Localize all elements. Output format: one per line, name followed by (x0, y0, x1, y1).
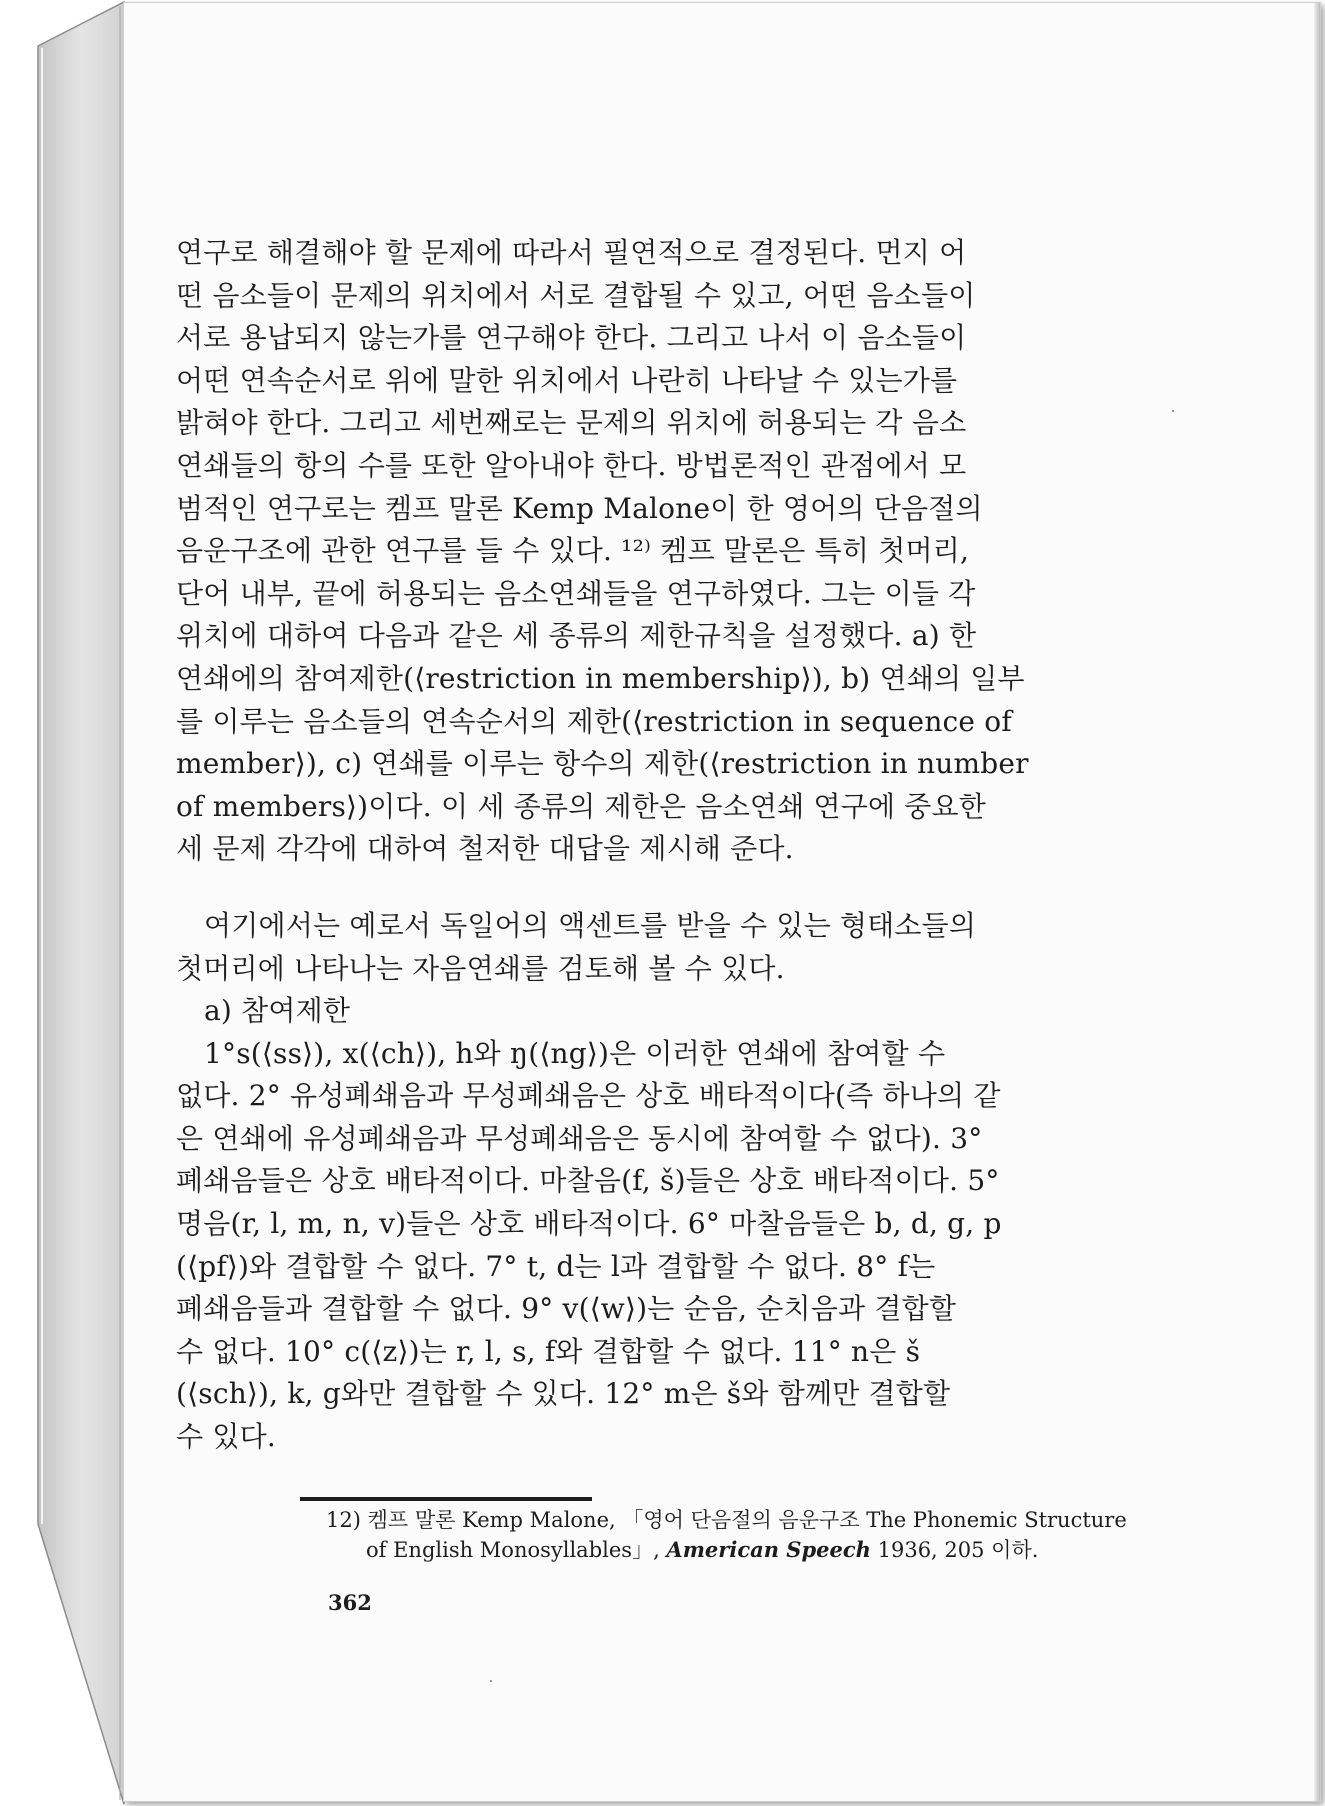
text-line: 범적인 연구로는 켐프 말론 Kemp Malone이 한 영어의 단음절의 (176, 491, 983, 525)
text-line: 은 연쇄에 유성폐쇄음과 무성폐쇄음은 동시에 참여할 수 없다). 3° (176, 1121, 983, 1155)
book-spine (0, 0, 130, 1806)
text-line: 없다. 2° 유성폐쇄음과 무성폐쇄음은 상호 배타적이다(즉 하나의 같 (176, 1079, 1001, 1113)
footnote-journal-title: American Speech (666, 1537, 871, 1562)
text-line: 첫머리에 나타나는 자음연쇄를 검토해 볼 수 있다. (176, 951, 785, 985)
text-line: of members⟩)이다. 이 세 종류의 제한은 음소연쇄 연구에 중요한 (176, 789, 987, 823)
text-line: 를 이루는 음소들의 연속순서의 제한(⟨restriction in sequence of (176, 704, 1012, 738)
footnote-line (326, 1535, 1146, 1565)
text-line: 연구로 해결해야 할 문제에 따라서 필연적으로 결정된다. 먼지 어 (176, 236, 967, 269)
page-body (176, 232, 1146, 1459)
text-line: 폐쇄음들은 상호 배타적이다. 마찰음(f, š)들은 상호 배타적이다. 5° (176, 1164, 1000, 1198)
section-label-membership: a) 참여제한 (204, 994, 351, 1028)
paragraph-restriction-types (176, 232, 1146, 871)
text-line: 어떤 연속순서로 위에 말한 위치에서 나란히 나타날 수 있는가를 (176, 363, 958, 397)
paragraph-gap (176, 871, 1146, 905)
paragraph-german-example (176, 905, 1146, 990)
text-line: 서로 용납되지 않는가를 연구해야 한다. 그리고 나서 이 음소들이 (176, 321, 967, 355)
text-line: 위치에 대하여 다음과 같은 세 종류의 제한규칙을 설정했다. a) 한 (176, 619, 977, 653)
text-line: member⟩), c) 연쇄를 이루는 항수의 제한(⟨restriction in number (176, 747, 1029, 781)
text-line: 여기에서는 예로서 독일어의 액센트를 받을 수 있는 형태소들의 (204, 908, 977, 942)
text-line: 떤 음소들이 문제의 위치에서 서로 결합될 수 있고, 어떤 음소들이 (176, 278, 976, 312)
text-line: 세 문제 각각에 대하여 철저한 대답을 제시해 준다. (176, 832, 794, 866)
footnote (326, 1505, 1146, 1565)
page-number: 362 (328, 1590, 372, 1615)
text-line: (⟨sch⟩), k, g와만 결합할 수 있다. 12° m은 š와 함께만 결합할 (176, 1377, 951, 1411)
footnote-text: of English Monosyllables」, (366, 1538, 667, 1562)
text-line: (⟨pf⟩)와 결합할 수 없다. 7° t, d는 l과 결합할 수 없다. 8° f는 (176, 1249, 936, 1283)
text-line: 수 없다. 10° c(⟨z⟩)는 r, l, s, f와 결합할 수 없다. 11° n은 š (176, 1334, 921, 1368)
paper-speck (1172, 410, 1174, 412)
page-edge (1314, 3, 1320, 1801)
footnote-divider (300, 1497, 592, 1501)
text-line: 연쇄에의 참여제한(⟨restriction in membership⟩), b) 연쇄의 일부 (176, 661, 1025, 695)
text-line: 폐쇄음들과 결합할 수 없다. 9° v(⟨w⟩)는 순음, 순치음과 결합할 (176, 1292, 957, 1326)
text-line: 밝혀야 한다. 그리고 세번째로는 문제의 위치에 허용되는 각 음소 (176, 406, 967, 440)
text-line: 1°s(⟨ss⟩), x(⟨ch⟩), h와 ŋ(⟨ng⟩)은 이러한 연쇄에 참여할 수 (204, 1036, 946, 1070)
footnote-line: 12) 켐프 말론 Kemp Malone, 「영어 단음절의 음운구조 The Phonemic Structure (326, 1508, 1127, 1532)
paper-speck (490, 1680, 492, 1682)
text-line: 단어 내부, 끝에 허용되는 음소연쇄들을 연구하였다. 그는 이들 각 (176, 576, 976, 610)
footnote-text: 1936, 205 이하. (870, 1538, 1039, 1562)
paragraph-rules (176, 1033, 1146, 1459)
text-line: 명음(r, l, m, n, v)들은 상호 배타적이다. 6° 마찰음들은 b, d, g, p (176, 1207, 1002, 1241)
text-line: 수 있다. (176, 1420, 276, 1454)
text-line: 연쇄들의 항의 수를 또한 알아내야 한다. 방법론적인 관점에서 모 (176, 448, 967, 482)
text-line: 음운구조에 관한 연구를 들 수 있다. ¹²⁾ 켐프 말론은 특히 첫머리, (176, 534, 970, 568)
